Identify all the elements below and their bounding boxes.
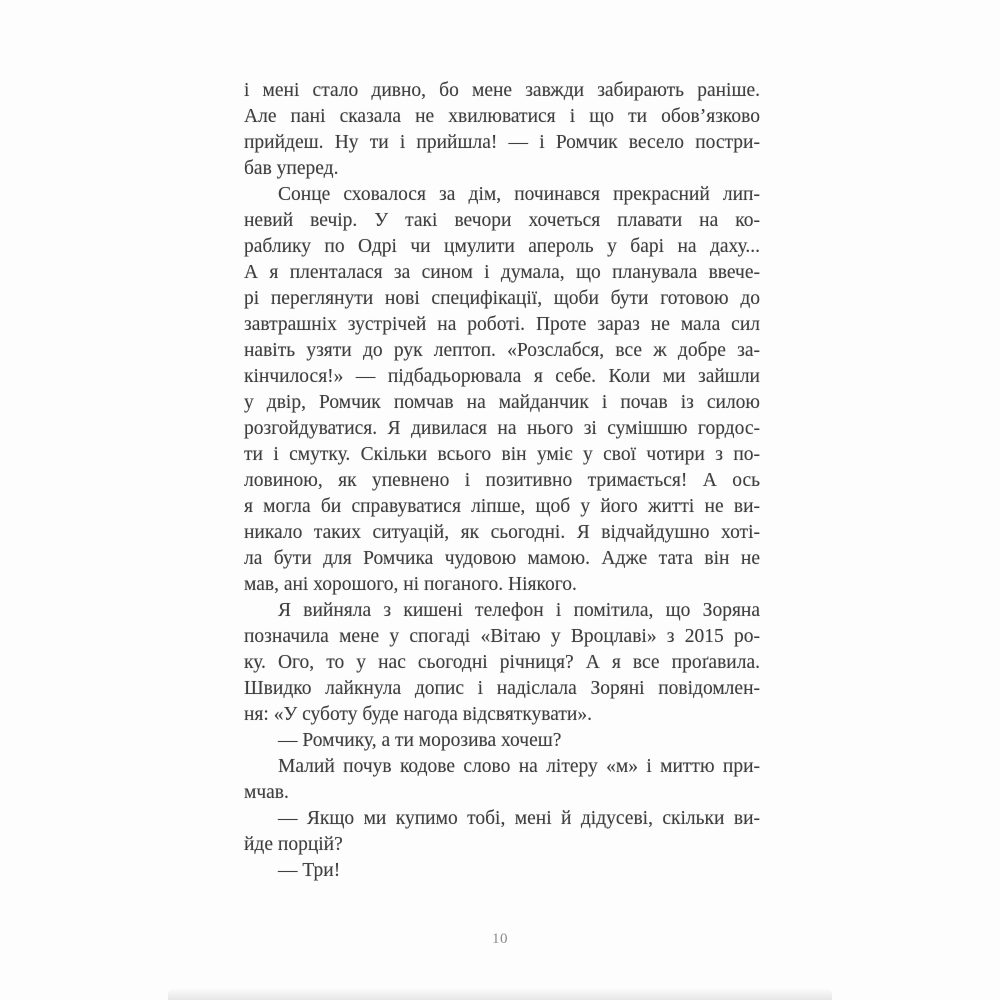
text-line: ку. Ого, то у нас сьогодні річниця? А я все проґавила. (244, 652, 760, 673)
text-line: ла бути для Ромчика чудовою мамою. Адже тата він не (244, 548, 760, 569)
text-line: і мені стало дивно, бо мене завжди забирають раніше. (244, 80, 760, 101)
text-line: раблику по Одрі чи цмулити апероль у барі на даху... (244, 236, 760, 257)
text-line: Я вийняла з кишені телефон і помітила, що Зоряна (278, 600, 760, 621)
text-line: у двір, Ромчик помчав на майданчик і почав із силою (244, 392, 760, 413)
text-line: ня: «У суботу буде нагода відсвяткувати». (244, 704, 592, 725)
page-text-block (244, 78, 760, 884)
text-line: завтрашніх зустрічей на роботі. Проте зараз не мала сил (244, 314, 760, 335)
text-line: навіть узяти до рук лептоп. «Розслабся, все ж добре за- (244, 340, 760, 361)
text-line: Швидко лайкнула допис і надіслала Зоряні повідомлен- (244, 678, 760, 699)
text-line: Сонце сховалося за дім, починався прекрасний лип- (278, 184, 760, 205)
paragraph (244, 728, 760, 754)
text-line: — Ромчику, а ти морозива хочеш? (278, 730, 562, 751)
text-line: прийдеш. Ну ти і прийшла! — і Ромчик весело постри- (244, 132, 760, 153)
text-line: розгойдуватися. Я дивилася на нього зі сумішшю гордос- (244, 418, 760, 439)
paragraph (244, 598, 760, 728)
text-line: я могла би справуватися ліпше, щоб у його житті не ви- (244, 496, 760, 517)
text-line: рі переглянути нові специфікації, щоби бути готовою до (244, 288, 760, 309)
text-line: никало таких ситуацій, як сьогодні. Я відчайдушно хоті- (244, 522, 760, 543)
text-line: ти і смутку. Скільки всього він уміє у свої чотири з по- (244, 444, 760, 465)
text-line: йде порцій? (244, 834, 343, 855)
text-line: бав уперед. (244, 158, 339, 179)
text-line: ловиною, як упевнено і позитивно тримається! А ось (244, 470, 760, 491)
text-line: Але пані сказала не хвилюватися і що ти обов’язково (244, 106, 760, 127)
text-line: мав, ані хорошого, ні поганого. Ніякого. (244, 574, 577, 595)
page-number: 10 (492, 931, 508, 947)
text-line: позначила мене у спогаді «Вітаю у Вроцлаві» з 2015 ро- (244, 626, 760, 647)
paragraph (244, 78, 760, 182)
text-line: — Якщо ми купимо тобі, мені й дідусеві, скільки ви- (278, 808, 760, 829)
page-separator-bar (168, 988, 832, 1000)
paragraph (244, 754, 760, 806)
paragraph (244, 806, 760, 858)
paragraph (244, 182, 760, 598)
text-line: А я пленталася за сином і думала, що планувала ввече- (244, 262, 760, 283)
text-line: Малий почув кодове слово на літеру «м» і миттю при- (278, 756, 760, 777)
text-line: мчав. (244, 782, 289, 803)
text-line: кінчилося!» — підбадьорювала я себе. Коли ми зайшли (244, 366, 760, 387)
paragraph (244, 858, 760, 884)
text-line: невий вечір. У такі вечори хочеться плавати на ко- (244, 210, 760, 231)
text-line: — Три! (278, 860, 341, 881)
